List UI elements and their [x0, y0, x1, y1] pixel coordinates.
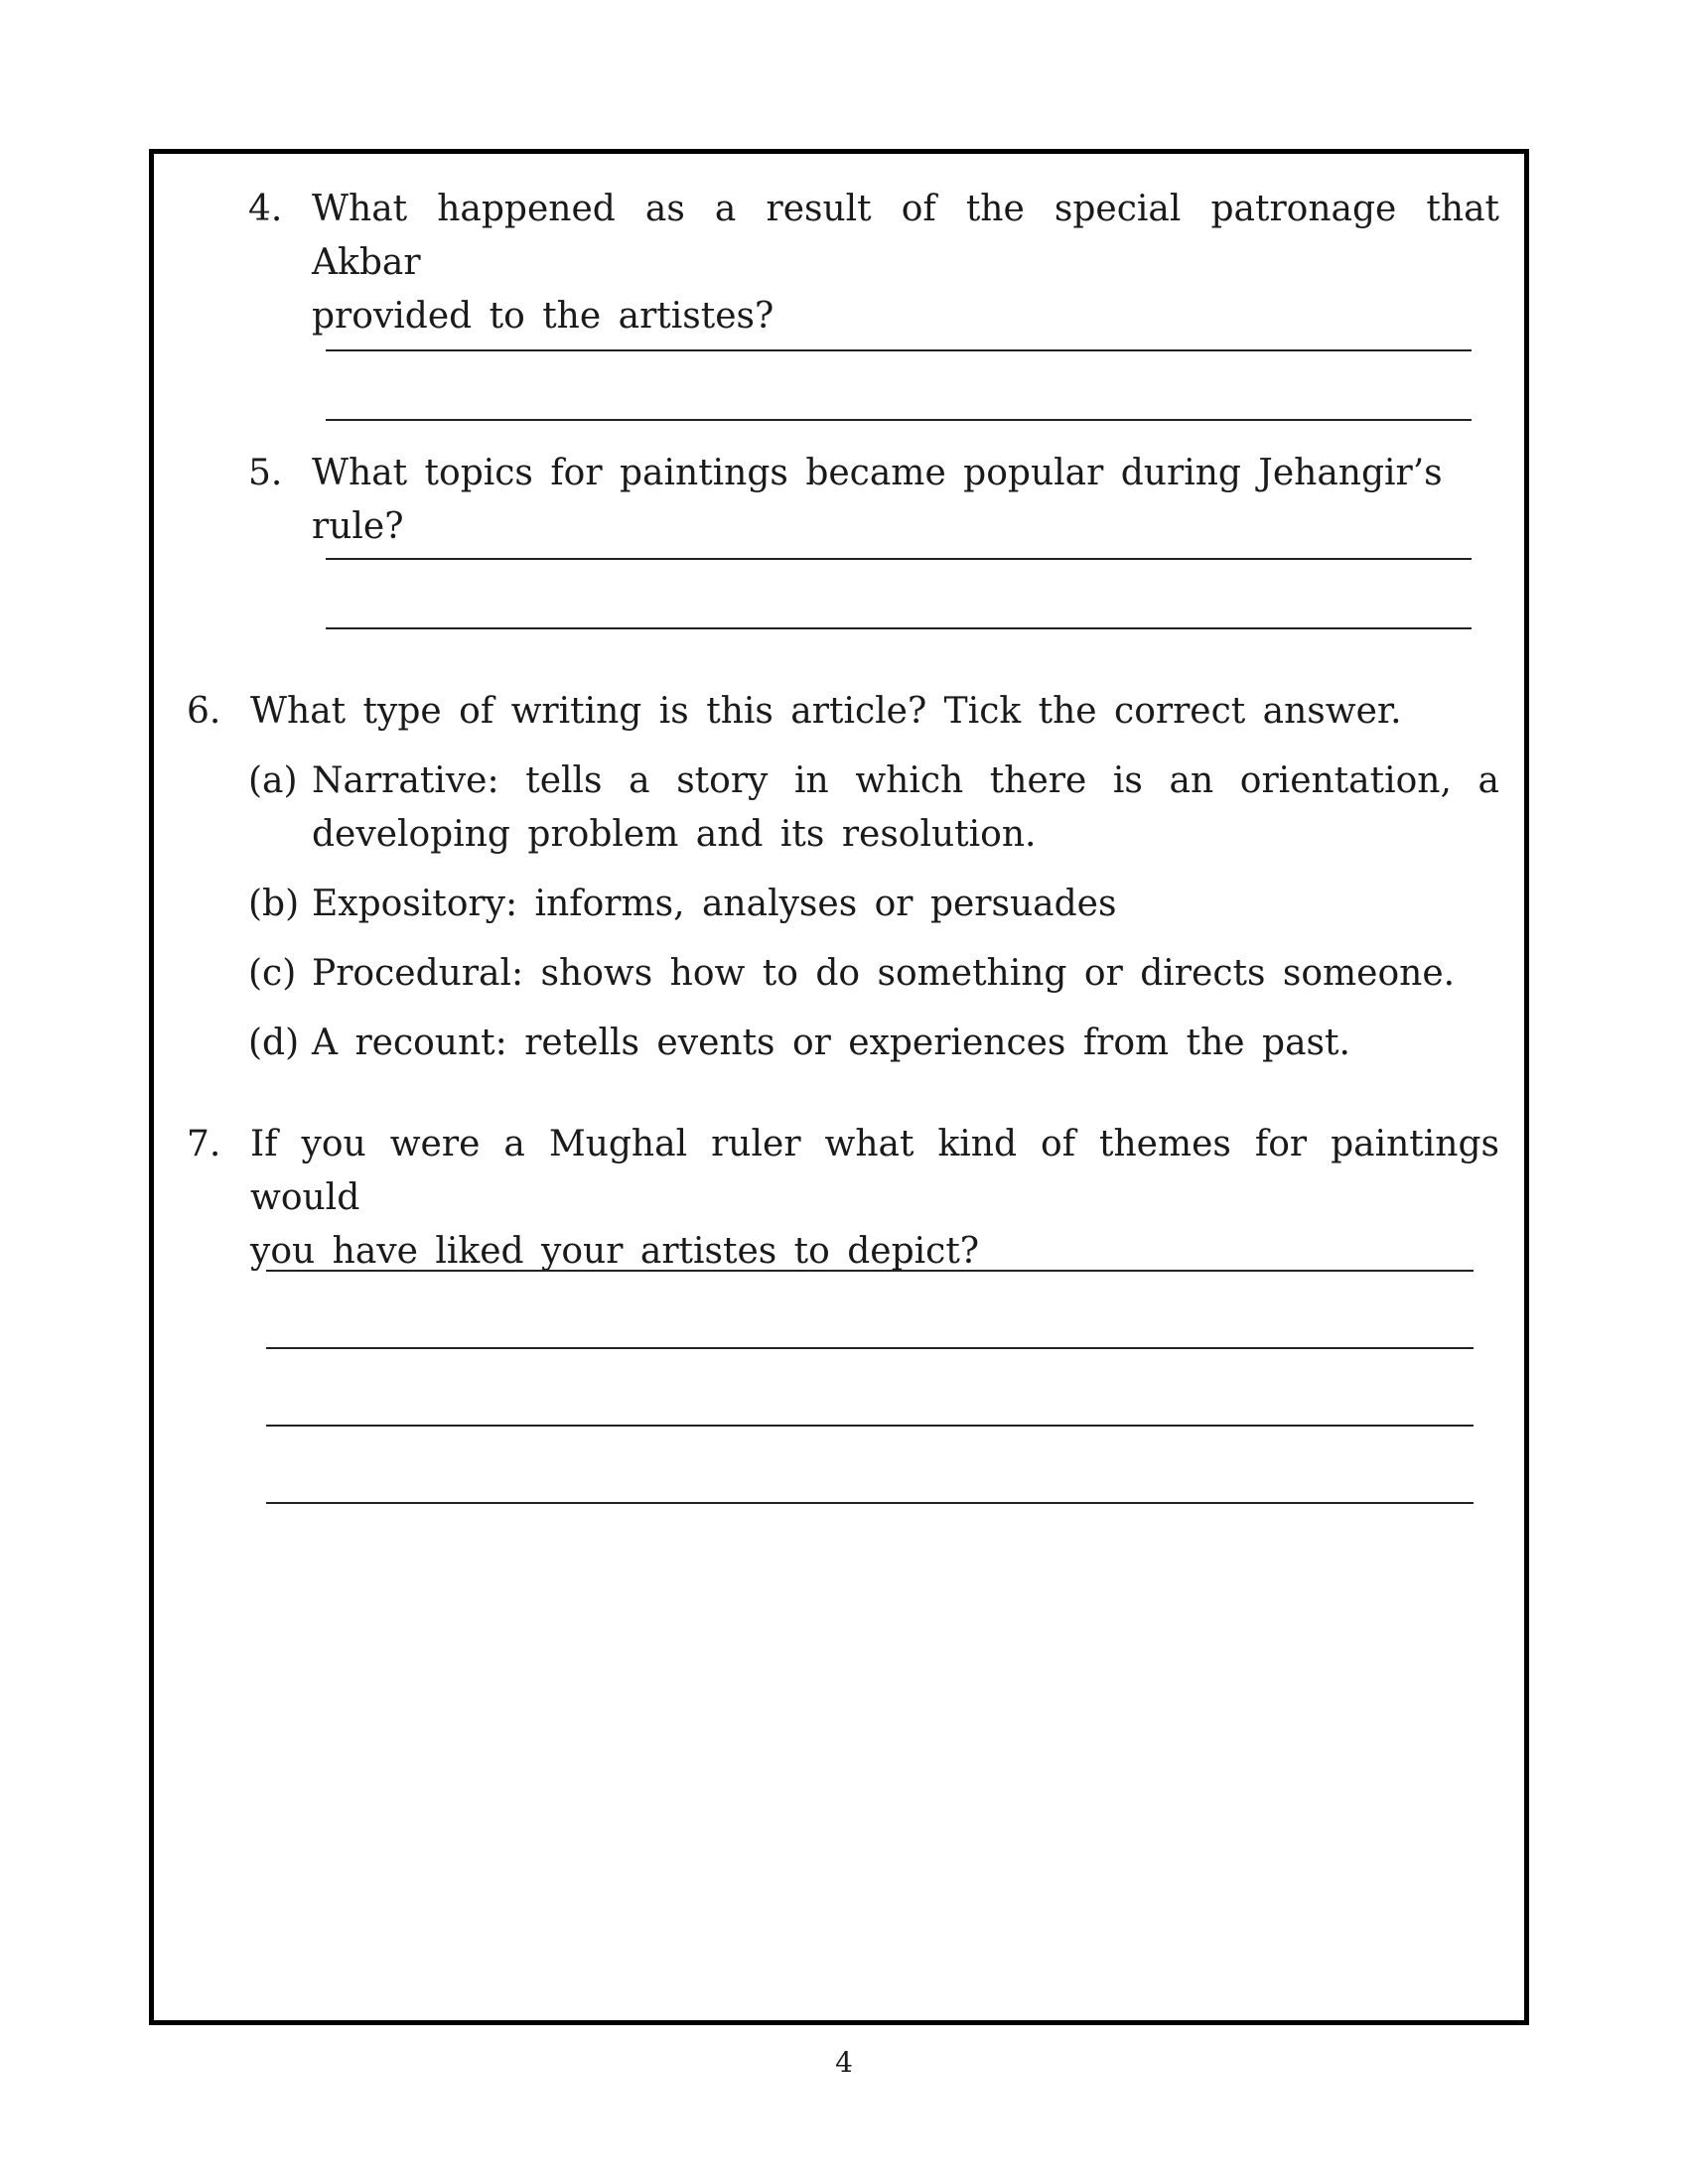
answer-line[interactable] [266, 1425, 1474, 1427]
question-number: 4. [248, 189, 283, 229]
question-text-line: What happened as a result of the special patronage that Akbar [312, 189, 1499, 283]
option-c[interactable] [248, 947, 1499, 1001]
answer-line[interactable] [266, 1270, 1474, 1272]
worksheet-border [149, 149, 1529, 2025]
option-label: (d) [248, 1023, 300, 1063]
option-text: Expository: informs, analyses or persuades [312, 884, 1117, 924]
answer-line[interactable] [326, 419, 1472, 421]
answer-line[interactable] [326, 627, 1472, 629]
answer-line[interactable] [326, 558, 1472, 560]
option-text: A recount: retells events or experiences from the past. [312, 1023, 1350, 1063]
option-label: (c) [248, 953, 297, 994]
question-text-line: If you were a Mughal ruler what kind of themes for paintings would [250, 1124, 1499, 1218]
option-a[interactable] [248, 754, 1499, 862]
option-label: (a) [248, 760, 298, 801]
question-5 [248, 447, 1499, 554]
question-text-line: you have liked your artistes to depict? [250, 1231, 980, 1272]
answer-line[interactable] [266, 1502, 1474, 1504]
question-text-line: provided to the artistes? [312, 296, 774, 337]
option-text-line: developing problem and its resolution. [312, 814, 1037, 855]
question-text: What type of writing is this article? Tick the correct answer. [250, 691, 1402, 732]
option-b[interactable] [248, 878, 1499, 931]
question-number: 7. [187, 1124, 221, 1164]
option-text-line: Narrative: tells a story in which there is an orientation, a [312, 760, 1499, 801]
question-7 [187, 1118, 1499, 1279]
answer-line[interactable] [326, 349, 1472, 351]
option-d[interactable] [248, 1017, 1499, 1070]
page-number: 4 [835, 2046, 853, 2079]
question-number: 6. [187, 691, 221, 732]
question-6 [187, 685, 1499, 739]
question-text: What topics for paintings became popular during Jehangir’s rule? [312, 453, 1443, 547]
option-text: Procedural: shows how to do something or directs someone. [312, 953, 1456, 994]
answer-line[interactable] [266, 1347, 1474, 1349]
option-label: (b) [248, 884, 300, 924]
question-4 [248, 183, 1499, 343]
question-number: 5. [248, 453, 283, 493]
